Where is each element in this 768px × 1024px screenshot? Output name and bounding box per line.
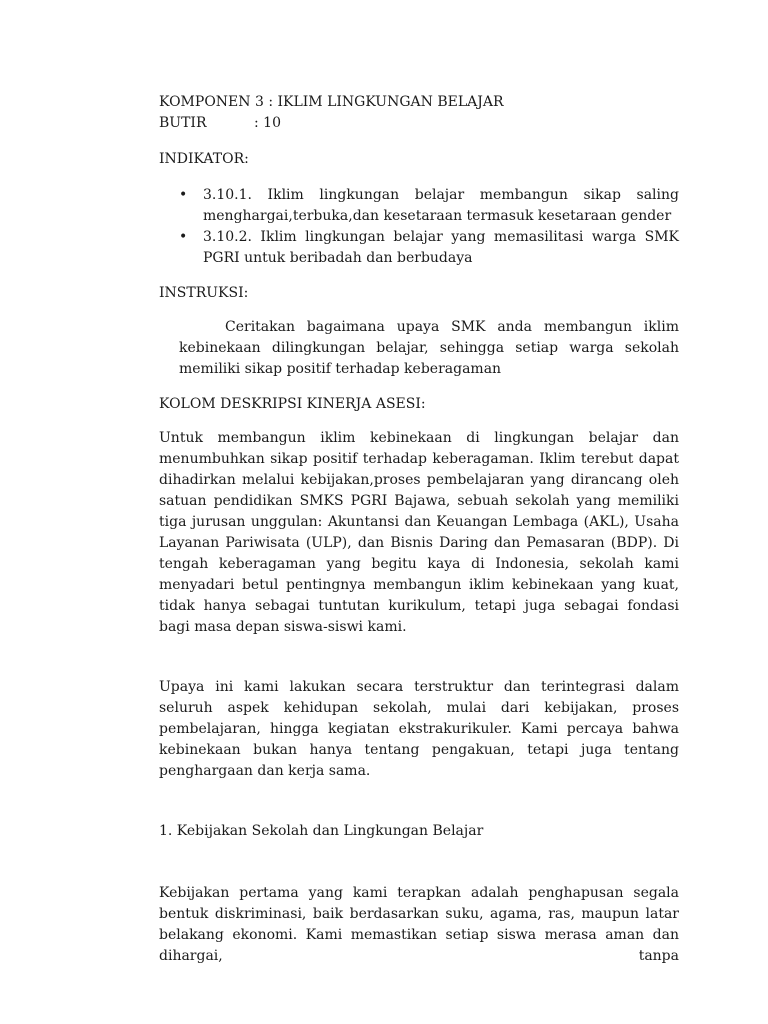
indikator-item-1 [159,185,679,227]
instruksi-title: INSTRUKSI: [159,285,249,301]
indikator-list [159,185,679,269]
indikator-item-2 [159,227,679,269]
document-page [159,92,679,967]
butir-value: : 10 [254,115,281,131]
komponen-heading: KOMPONEN 3 : IKLIM LINGKUNGAN BELAJAR [159,94,504,110]
instruksi-text: Ceritakan bagaimana upaya SMK anda membangun iklim kebinekaan dilingkungan belajar, sehingga setiap warga sekolah memiliki sikap positif terhadap keberagaman [179,319,679,377]
section-1-title: 1. Kebijakan Sekolah dan Lingkungan Belajar [159,823,484,839]
kolom-paragraph-3: Kebijakan pertama yang kami terapkan adalah penghapusan segala bentuk diskriminasi, baik berdasarkan suku, agama, ras, maupun latar belakang ekonomi. Kami memastikan setiap siswa merasa aman dan dihargai, tanpa [159,885,679,964]
kolom-paragraph-2: Upaya ini kami lakukan secara terstruktur dan terintegrasi dalam seluruh aspek kehidupan sekolah, mulai dari kebijakan, proses pembelajaran, hingga kegiatan ekstrakurikuler. Kami percaya bahwa kebinekaan bukan hanya tentang pengakuan, tetapi juga tentang penghargaan dan kerja sama. [159,679,679,779]
butir-row [159,113,679,134]
bullet-icon: • [179,187,188,203]
kolom-paragraph-1: Untuk membangun iklim kebinekaan di lingkungan belajar dan menumbuhkan sikap positif terhadap keberagaman. Iklim terebut dapat dihadirkan melalui kebijakan,proses pembelajaran yang dirancang oleh satuan pendidikan SMKS PGRI Bajawa, sebuah sekolah yang memiliki tiga jurusan unggulan: Akuntansi dan Keuangan Lembaga (AKL), Usaha Layanan Pariwisata (ULP), dan Bisnis Daring dan Pemasaran (BDP). Di tengah keberagaman yang begitu kaya di Indonesia, sekolah kami menyadari betul pentingnya membangun iklim kebinekaan yang kuat, tidak hanya sebagai tuntutan kurikulum, tetapi juga sebagai fondasi bagi masa depan siswa-siswi kami. [159,430,679,635]
butir-label: BUTIR [159,115,207,131]
indikator-item-text: 3.10.2. Iklim lingkungan belajar yang memasilitasi warga SMK PGRI untuk beribadah dan berbudaya [203,229,679,266]
kolom-title: KOLOM DESKRIPSI KINERJA ASESI: [159,396,426,412]
indikator-title: INDIKATOR: [159,151,249,167]
bullet-icon: • [179,229,188,245]
indikator-item-text: 3.10.1. Iklim lingkungan belajar membangun sikap saling menghargai,terbuka,dan kesetaraan termasuk kesetaraan gender [203,187,679,224]
